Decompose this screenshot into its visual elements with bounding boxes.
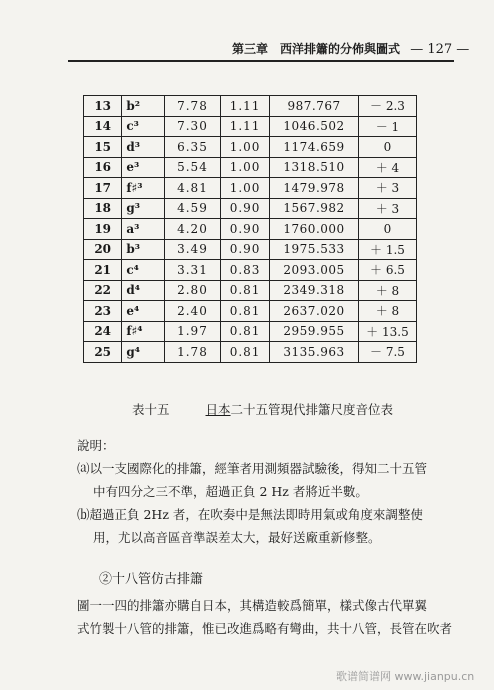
pipe-deviation-cell: ＋ 1.5 bbox=[358, 239, 416, 260]
pipe-number-cell: 18 bbox=[84, 198, 122, 219]
section-title: ②十八管仿古排簫 bbox=[99, 572, 204, 587]
pipe-diameter-cell: 0.81 bbox=[220, 280, 269, 301]
pipe-frequency-cell: 2637.020 bbox=[270, 301, 359, 322]
pipe-diameter-cell: 0.81 bbox=[220, 301, 269, 322]
pipe-frequency-cell: 2959.955 bbox=[270, 321, 359, 342]
table-caption-underlined: 日本 bbox=[205, 402, 231, 417]
pipe-number-cell: 15 bbox=[84, 137, 122, 158]
pipe-diameter-cell: 1.00 bbox=[220, 157, 269, 178]
pipe-frequency-cell: 1479.978 bbox=[270, 178, 359, 199]
pipe-deviation-cell: ＋ 8 bbox=[358, 280, 416, 301]
pipe-diameter-cell: 1.00 bbox=[220, 178, 269, 199]
pipe-frequency-cell: 1975.533 bbox=[270, 239, 359, 260]
pipe-frequency-cell: 987.767 bbox=[270, 96, 359, 117]
pipe-number-cell: 17 bbox=[84, 178, 122, 199]
pipe-deviation-cell: ＋ 8 bbox=[358, 301, 416, 322]
pipe-deviation-cell: 0 bbox=[358, 137, 416, 158]
pipe-diameter-cell: 0.81 bbox=[220, 321, 269, 342]
body-line-1: 圖一一四的排簫亦購自日本，其構造較爲簡單，樣式像古代單翼 bbox=[77, 598, 428, 613]
pipe-length-cell: 4.59 bbox=[165, 198, 221, 219]
pipe-number-cell: 25 bbox=[84, 342, 122, 363]
site-watermark: 歌谱简谱网 www.jianpu.cn bbox=[336, 670, 475, 683]
pipe-deviation-cell: － 2.3 bbox=[358, 96, 416, 117]
table-row bbox=[84, 116, 417, 137]
table-row bbox=[84, 178, 417, 199]
pipe-note-cell: f♯⁴ bbox=[122, 321, 165, 342]
pipe-note-cell: b³ bbox=[122, 239, 165, 260]
pipe-note-cell: e³ bbox=[122, 157, 165, 178]
pipe-length-cell: 1.97 bbox=[165, 321, 221, 342]
body-line-2: 式竹製十八管的排簫，惟已改進爲略有彎曲，共十八管，長管在吹者 bbox=[77, 621, 453, 636]
running-header bbox=[232, 40, 470, 57]
pipe-deviation-cell: 0 bbox=[358, 219, 416, 240]
note-a-line-2: 中有四分之三不準，超過正負 2 Hz 者將近半數。 bbox=[93, 484, 368, 499]
pipe-number-cell: 14 bbox=[84, 116, 122, 137]
pipe-diameter-cell: 1.11 bbox=[220, 116, 269, 137]
pipe-note-cell: d⁴ bbox=[122, 280, 165, 301]
pipe-length-cell: 3.31 bbox=[165, 260, 221, 281]
pipe-diameter-cell: 0.90 bbox=[220, 239, 269, 260]
table-row bbox=[84, 96, 417, 117]
pipe-diameter-cell: 0.90 bbox=[220, 198, 269, 219]
pipe-deviation-cell: ＋ 4 bbox=[358, 157, 416, 178]
pipe-note-cell: c⁴ bbox=[122, 260, 165, 281]
table-row bbox=[84, 219, 417, 240]
table-caption-text: 二十五管現代排簫尺度音位表 bbox=[230, 402, 394, 417]
pipe-note-cell: g⁴ bbox=[122, 342, 165, 363]
pipe-length-cell: 2.40 bbox=[165, 301, 221, 322]
pipe-frequency-cell: 2093.005 bbox=[270, 260, 359, 281]
pipe-note-cell: e⁴ bbox=[122, 301, 165, 322]
pipe-frequency-cell: 1760.000 bbox=[270, 219, 359, 240]
table-row bbox=[84, 260, 417, 281]
pipe-length-cell: 5.54 bbox=[165, 157, 221, 178]
pipe-number-cell: 19 bbox=[84, 219, 122, 240]
pipe-frequency-cell: 1318.510 bbox=[270, 157, 359, 178]
note-b-line-1: ⒝超過正負 2Hz 者，在吹奏中是無法即時用氣或角度來調整使 bbox=[77, 507, 423, 522]
pipe-note-cell: g³ bbox=[122, 198, 165, 219]
pipe-diameter-cell: 1.00 bbox=[220, 137, 269, 158]
pipe-number-cell: 24 bbox=[84, 321, 122, 342]
pipe-number-cell: 21 bbox=[84, 260, 122, 281]
pipe-frequency-cell: 3135.963 bbox=[270, 342, 359, 363]
pipe-note-cell: b² bbox=[122, 96, 165, 117]
table-row bbox=[84, 137, 417, 158]
table-row bbox=[84, 239, 417, 260]
pipe-length-cell: 1.78 bbox=[165, 342, 221, 363]
pipe-diameter-cell: 0.83 bbox=[220, 260, 269, 281]
pipe-length-cell: 7.78 bbox=[165, 96, 221, 117]
pipe-length-cell: 4.20 bbox=[165, 219, 221, 240]
pipe-length-cell: 6.35 bbox=[165, 137, 221, 158]
notes-heading: 說明： bbox=[77, 438, 115, 453]
pipe-length-cell: 2.80 bbox=[165, 280, 221, 301]
table-row bbox=[84, 321, 417, 342]
note-b-line-2: 用，尤以高音區音準誤差太大，最好送廠重新修整。 bbox=[93, 530, 381, 545]
pipe-number-cell: 20 bbox=[84, 239, 122, 260]
table-row bbox=[84, 301, 417, 322]
page-number: — 127 — bbox=[410, 42, 470, 57]
table-row bbox=[84, 342, 417, 363]
pipe-deviation-cell: － 7.5 bbox=[358, 342, 416, 363]
pipe-note-cell: d³ bbox=[122, 137, 165, 158]
pipe-note-cell: c³ bbox=[122, 116, 165, 137]
header-rule bbox=[68, 60, 454, 62]
pipe-number-cell: 13 bbox=[84, 96, 122, 117]
table-row bbox=[84, 280, 417, 301]
table-caption bbox=[132, 400, 432, 418]
pipe-frequency-cell: 1174.659 bbox=[270, 137, 359, 158]
table-row bbox=[84, 157, 417, 178]
pipe-dimension-table bbox=[83, 95, 417, 363]
pipe-number-cell: 23 bbox=[84, 301, 122, 322]
pipe-deviation-cell: ＋ 3 bbox=[358, 198, 416, 219]
pipe-length-cell: 3.49 bbox=[165, 239, 221, 260]
pipe-deviation-cell: － 1 bbox=[358, 116, 416, 137]
chapter-title: 第三章 西洋排簫的分佈與圖式 bbox=[232, 42, 401, 56]
table-caption-label: 表十五 bbox=[132, 402, 170, 417]
pipe-note-cell: a³ bbox=[122, 219, 165, 240]
pipe-length-cell: 4.81 bbox=[165, 178, 221, 199]
table-row bbox=[84, 198, 417, 219]
pipe-length-cell: 7.30 bbox=[165, 116, 221, 137]
pipe-deviation-cell: ＋ 6.5 bbox=[358, 260, 416, 281]
pipe-number-cell: 22 bbox=[84, 280, 122, 301]
pipe-diameter-cell: 1.11 bbox=[220, 96, 269, 117]
pipe-frequency-cell: 1567.982 bbox=[270, 198, 359, 219]
pipe-frequency-cell: 2349.318 bbox=[270, 280, 359, 301]
pipe-note-cell: f♯³ bbox=[122, 178, 165, 199]
pipe-deviation-cell: ＋ 3 bbox=[358, 178, 416, 199]
table-body bbox=[84, 96, 417, 363]
pipe-frequency-cell: 1046.502 bbox=[270, 116, 359, 137]
pipe-deviation-cell: ＋ 13.5 bbox=[358, 321, 416, 342]
note-a-line-1: ⒜以一支國際化的排簫，經筆者用測頻器試驗後，得知二十五管 bbox=[77, 461, 428, 476]
pipe-diameter-cell: 0.90 bbox=[220, 219, 269, 240]
pipe-number-cell: 16 bbox=[84, 157, 122, 178]
pipe-diameter-cell: 0.81 bbox=[220, 342, 269, 363]
